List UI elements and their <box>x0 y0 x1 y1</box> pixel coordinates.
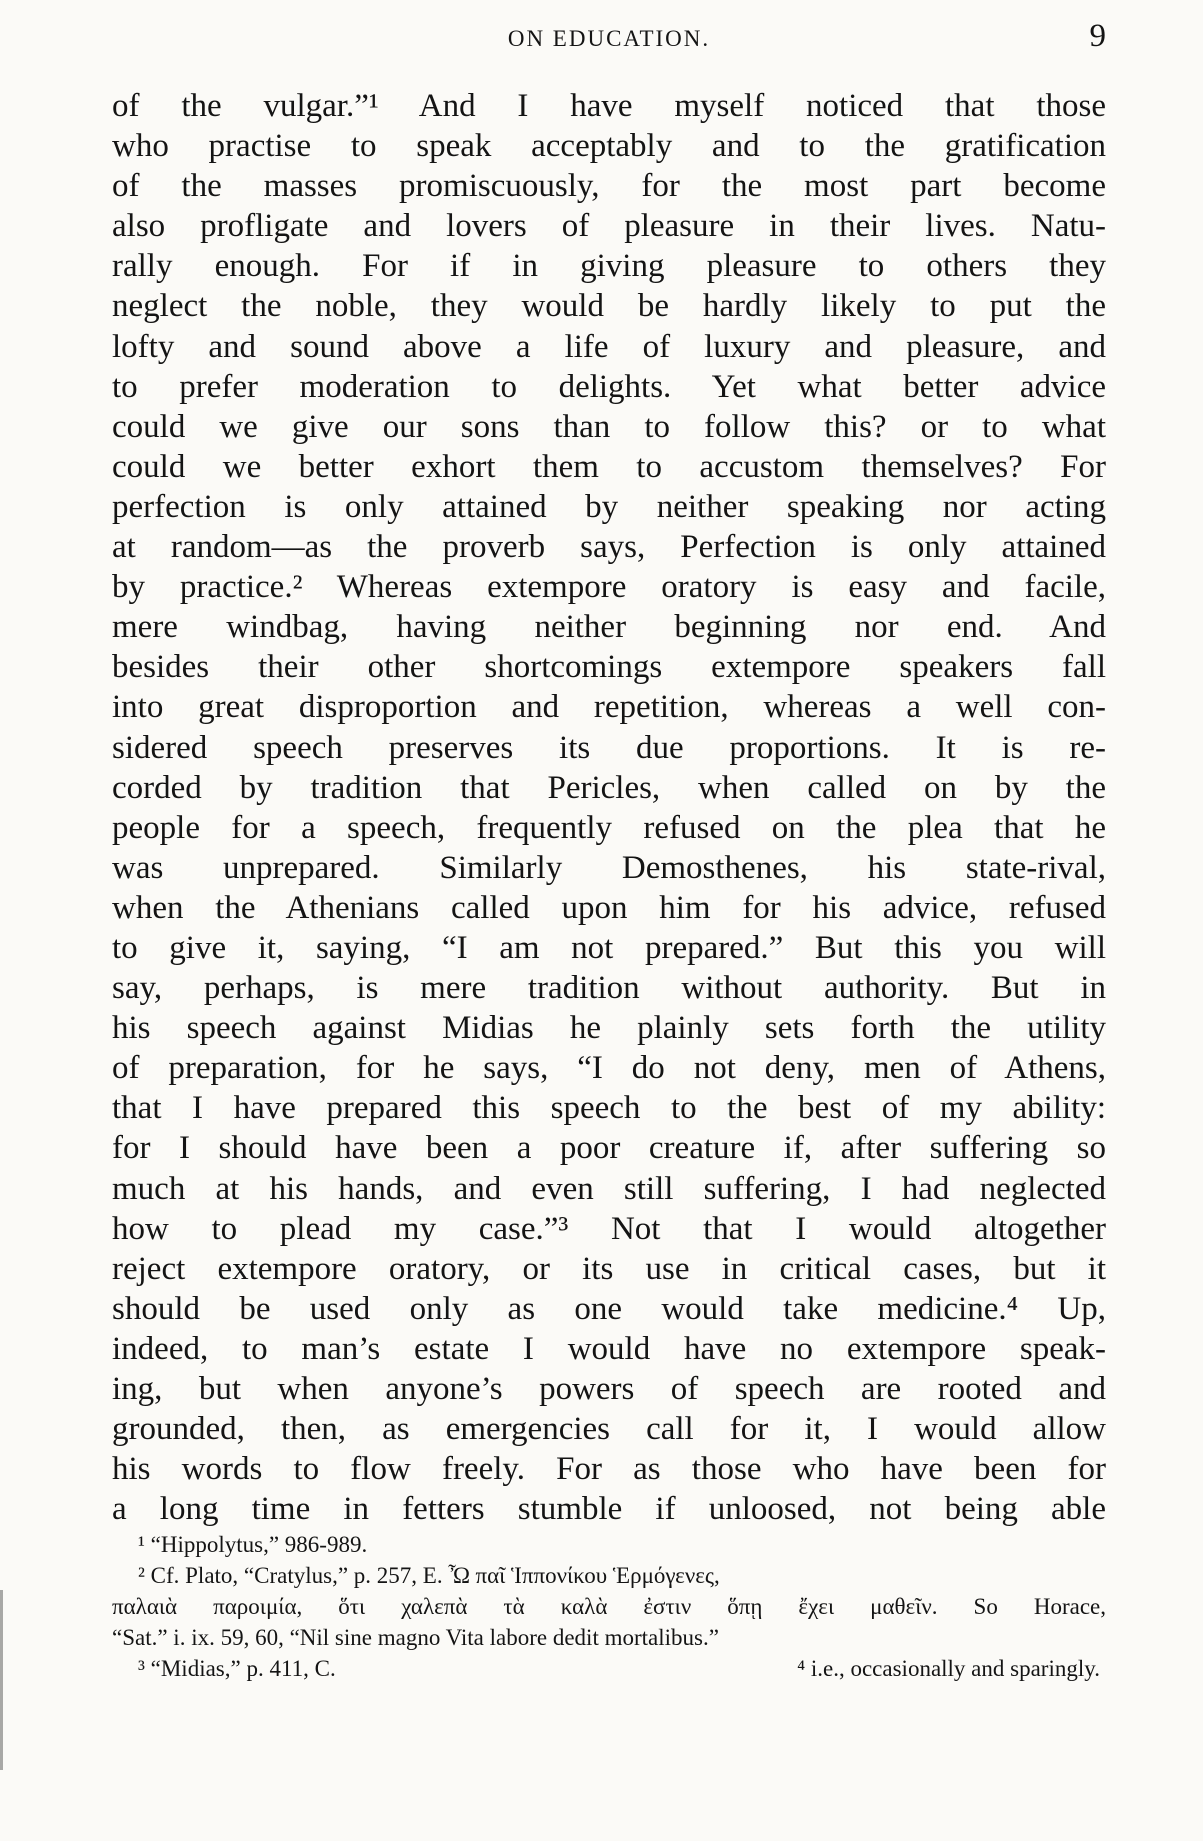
text-line: sidered speech preserves its due proportions. It is re- <box>112 729 1106 766</box>
page-number: 9 <box>1089 18 1106 54</box>
text-line: much at his hands, and even still suffering, I had neglected <box>112 1170 1106 1207</box>
text-line: how to plead my case.”³ Not that I would altogether <box>112 1210 1106 1247</box>
text-line: of the vulgar.”¹ And I have myself noticed that those <box>112 88 1106 124</box>
text-line: also profligate and lovers of pleasure in their lives. Natu- <box>112 208 1106 245</box>
footnote-2-continued: παλαιὰ παροιμία, ὅτι χαλεπὰ τὰ καλὰ ἐστιν ὅπῃ ἔχει μαθεῖν. So Horace, <box>112 1594 1106 1619</box>
page-header <box>112 18 1106 68</box>
footnote-2-continued: “Sat.” i. ix. 59, 60, “Nil sine magno Vita labore dedit mortalibus.” <box>112 1625 719 1650</box>
text-line: to give it, saying, “I am not prepared.” But this you will <box>112 929 1106 966</box>
text-line: ing, but when anyone’s powers of speech are rooted and <box>112 1371 1106 1407</box>
text-line: for I should have been a poor creature if, after suffering so <box>112 1130 1106 1167</box>
footnote-row <box>112 1653 1106 1684</box>
text-line: a long time in fetters stumble if unloosed, not being able <box>112 1491 1106 1528</box>
footnote-2: ² Cf. Plato, “Cratylus,” p. 257, E. Ὦ παῖ Ἱππονίκου Ἑρμόγενες, <box>138 1563 720 1588</box>
footnote-1: ¹ “Hippolytus,” 986-989. <box>138 1532 368 1557</box>
text-line: his words to flow freely. For as those who have been for <box>112 1451 1106 1488</box>
text-line: of preparation, for he says, “I do not deny, men of Athens, <box>112 1050 1106 1087</box>
text-line: was unprepared. Similarly Demosthenes, his state-rival, <box>112 849 1106 886</box>
text-line: reject extempore oratory, or its use in critical cases, but it <box>112 1250 1106 1287</box>
text-line: people for a speech, frequently refused on the plea that he <box>112 809 1106 846</box>
text-line: indeed, to man’s estate I would have no extempore speak- <box>112 1330 1106 1367</box>
footnotes <box>112 1529 1106 1684</box>
text-line: into great disproportion and repetition, whereas a well con- <box>112 689 1106 726</box>
text-line: neglect the noble, they would be hardly likely to put the <box>112 288 1106 325</box>
text-line: at random—as the proverb says, Perfection is only attained <box>112 529 1106 566</box>
scan-edge <box>0 1590 3 1770</box>
footnote-4: ⁴ i.e., occasionally and sparingly. <box>797 1656 1100 1681</box>
text-line: that I have prepared this speech to the best of my ability: <box>112 1090 1106 1127</box>
running-head: ON EDUCATION. <box>507 26 711 51</box>
text-line: lofty and sound above a life of luxury and pleasure, and <box>112 328 1106 365</box>
text-line: who practise to speak acceptably and to the gratification <box>112 128 1106 165</box>
text-line: to prefer moderation to delights. Yet what better advice <box>112 368 1106 405</box>
body-text <box>112 86 1106 1529</box>
text-line: when the Athenians called upon him for his advice, refused <box>112 889 1106 926</box>
text-line: could we better exhort them to accustom themselves? For <box>112 448 1106 485</box>
text-line: by practice.² Whereas extempore oratory is easy and facile, <box>112 569 1106 606</box>
text-line: say, perhaps, is mere tradition without authority. But in <box>112 970 1106 1007</box>
text-line: rally enough. For if in giving pleasure to others they <box>112 248 1106 285</box>
text-line: perfection is only attained by neither speaking nor acting <box>112 488 1106 525</box>
text-line: of the masses promiscuously, for the most part become <box>112 168 1106 205</box>
text-line: corded by tradition that Pericles, when called on by the <box>112 769 1106 806</box>
text-line: should be used only as one would take medicine.⁴ Up, <box>112 1290 1106 1327</box>
text-line: grounded, then, as emergencies call for it, I would allow <box>112 1411 1106 1448</box>
text-line: could we give our sons than to follow this? or to what <box>112 408 1106 445</box>
text-line: his speech against Midias he plainly sets forth the utility <box>112 1010 1106 1047</box>
text-line: besides their other shortcomings extempore speakers fall <box>112 649 1106 686</box>
footnote-3: ³ “Midias,” p. 411, C. <box>138 1656 336 1681</box>
text-line: mere windbag, having neither beginning nor end. And <box>112 609 1106 646</box>
